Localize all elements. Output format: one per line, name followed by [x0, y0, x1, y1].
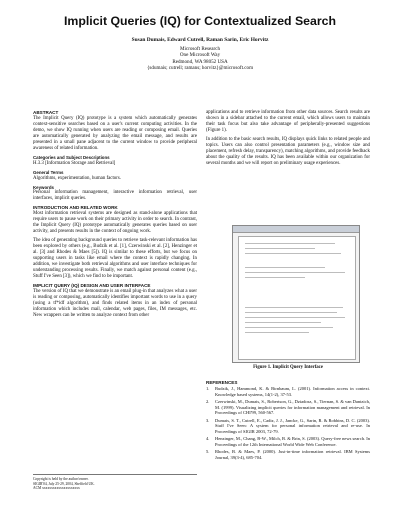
reference-item: [206, 399, 370, 416]
reference-number: 4.: [206, 436, 210, 442]
iq-interface-screenshot: [232, 225, 360, 363]
intro-paragraph-1: Most information retrieval systems are designed as stand-alone applications that require users to pause work on their primary activity in order to search. In contrast, the Implicit Query (IQ) prototype automatically generates queries based on user activity, and presents results in the context of ongoing work.: [33, 211, 197, 235]
design-paragraph-2: applications and to retrieve information from other data sources. Search results are shown in a sidebar attached to the current email, which allows users to maintain their task focus but also take advantage of peripherally-presented suggestions (Figure 1).: [206, 110, 370, 133]
screenshot-text-line: [245, 312, 337, 313]
copyright-line: ACM xxxxxxxxxxxxxxxxxxxxx: [33, 486, 80, 491]
left-column: [33, 110, 197, 322]
affiliation-block: [0, 46, 400, 72]
reference-text: Budzik, J., Hammond, K. & Birnbaum, L. (2001). Information access in context. Knowledge based systems, 14(1-2), 37-53.: [215, 386, 370, 397]
screenshot-text-line: [245, 317, 345, 318]
design-paragraph-1: The version of IQ that we demonstrate is an email plug-in that analyzes what a user is reading or composing, automatically identifies important words to use in a query (using a tf*idf algorithm), and finds related items in an index of personal information which includes mail, calendar, web pages, files, IM messages, etc. New wrappers can be written to analyze context from other: [33, 289, 197, 319]
reference-item: [206, 418, 370, 435]
screenshot-text-line: [245, 248, 315, 249]
screenshot-titlebar: [233, 226, 359, 233]
reference-text: Rhodes, B. & Maes, P. (2000). Just-in-time information retrieval. IBM Systems Journal, 39(3-4), 685-704.: [215, 449, 370, 460]
screenshot-text-line: [245, 327, 333, 328]
general-terms-text: Algorithms, experimentation, human factors.: [33, 175, 122, 181]
references-heading: REFERENCES: [206, 380, 238, 385]
screenshot-text-line: [245, 307, 343, 308]
reference-item: [206, 386, 370, 397]
general-terms-heading: General Terms: [33, 169, 64, 175]
screenshot-text-line: [245, 253, 341, 254]
screenshot-text-line: [245, 272, 345, 273]
keywords-text: Personal information management, interactive information retrieval, user interfaces, implicit queries.: [33, 190, 197, 202]
affiliation-line: One Microsoft Way: [179, 52, 221, 59]
reference-item: [206, 449, 370, 460]
reference-number: 5.: [206, 449, 210, 455]
copyright-line: SIGIR'04, July 25-29, 2004, Sheffield UK.: [33, 481, 95, 486]
intro-heading: INTRODUCTION AND RELATED WORK: [33, 205, 118, 211]
copyright-line: Copyright is held by the author/owner.: [33, 477, 89, 481]
screenshot-text-line: [245, 277, 305, 278]
abstract-text: The Implicit Query (IQ) prototype is a system which automatically generates context-sensitive searches based on a user's current computing activities. In the demo, we show IQ running when users are reading or composing email. Queries are automatically generated by analyzing the email message, and results are presented in a small pane adjacent to the current window to provide peripheral awareness of related information.: [33, 116, 197, 151]
reference-list: [206, 386, 370, 460]
design-heading: IMPLICIT QUERY (IQ) DESIGN AND USER INTERFACE: [33, 283, 151, 289]
affiliation-line: Microsoft Research: [179, 46, 221, 52]
screenshot-email-panel: [238, 236, 356, 360]
reference-number: 3.: [206, 417, 210, 423]
categories-heading: Categories and Subject Descriptions: [33, 155, 110, 160]
design-paragraph-3: In addition to the basic search results, IQ displays quick links to related people and topics. Users can also control presentation parameters (e.g., window size and placement, refresh delay, transparency), matching algorithms, and provide feedback about the quality of the results. IQ has been available within our organization for several months and we will report on preliminary usage experiences.: [206, 137, 370, 166]
reference-item: [206, 436, 370, 447]
screenshot-text-line: [245, 267, 325, 268]
right-column: [206, 110, 370, 170]
references-section: [206, 380, 370, 462]
intro-paragraph-2: The idea of generating background queries to retrieve task-relevant information has been explored by others (e.g., Budzik et al. [1], Czerwinski et al. [2], Henzinger et al. [3] and Rhodes & Maes [5]). IQ is similar to these efforts, but we focus on supporting users in tasks like email where the context is rapidly changing. In addition, we investigate both retrieval algorithms and user interface techniques for understanding processing results. Finally, we match against personal content (e.g., Stuff I've Seen [3]), which we find to be important.: [33, 238, 197, 280]
reference-text: Dumais, S. T., Cutrell, E., Cadiz, J. J., Jancke, G., Sarin, R. & Robbins, D. C. (2003). Stuff I've Seen: A system for personal information retrieval and re-use. In Proceedings of SIGIR 2003, 72-79.: [215, 417, 370, 434]
paper-title: Implicit Queries (IQ) for Contextualized Search: [64, 14, 336, 28]
author-list: Susan Dumais, Edward Cutrell, Raman Sarin, Eric Horvitz: [131, 37, 269, 43]
categories-text: H.3.3 [Information Storage and Retrieval]: [33, 160, 116, 166]
reference-text: Czerwinski, M., Dumais, S., Robertson, G., Dziadosz, S., Tiernan, S. & van Dantzich, M. (1999). Visualizing implicit queries for information management and retrieval. In Proceedings of CHI'99, 560-567.: [215, 398, 370, 416]
screenshot-text-line: [245, 243, 335, 244]
screenshot-text-line: [245, 332, 309, 333]
affiliation-line: Redmond, WA 98052 USA: [172, 58, 228, 65]
reference-number: 2.: [206, 398, 210, 404]
affiliation-line: {sdumais; cutrell; ramans; horvitz}@microsoft.com: [146, 65, 254, 72]
abstract-heading: ABSTRACT: [33, 110, 59, 115]
reference-number: 1.: [206, 386, 210, 391]
figure-caption: Figure 1. Implicit Query Interface: [253, 365, 323, 370]
copyright-notice: [33, 474, 197, 491]
screenshot-text-line: [245, 322, 321, 323]
reference-text: Henzinger, M., Chang, B-W., Milch, B. & Brin, S. (2003). Query-free news search. In Proceedings of the 12th International World Wide Web Conference.: [215, 436, 370, 447]
keywords-heading: Keywords: [33, 184, 54, 190]
